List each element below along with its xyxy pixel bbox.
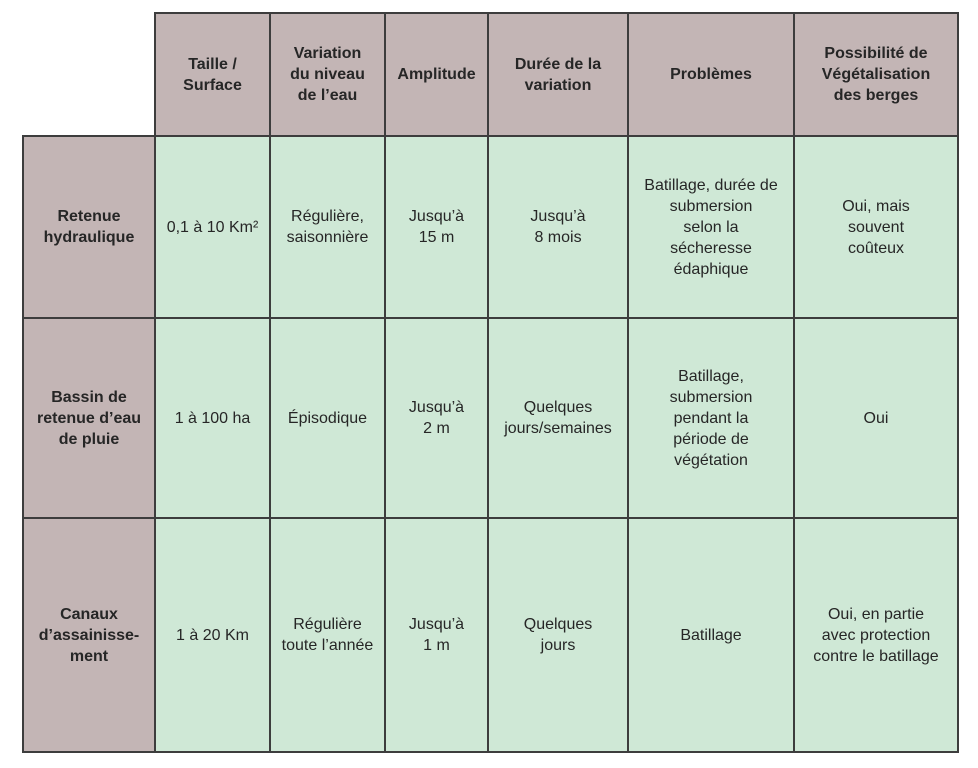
table-row (23, 318, 958, 518)
row-label-bassin-retenue: Bassin de retenue d’eau de pluie (23, 318, 155, 518)
header-problemes: Problèmes (628, 13, 794, 136)
cell-vegetalisation: Oui, mais souvent coûteux (794, 136, 958, 318)
header-duree-variation: Durée de la variation (488, 13, 628, 136)
cell-duree: Quelques jours/semaines (488, 318, 628, 518)
cell-vegetalisation: Oui (794, 318, 958, 518)
cell-duree: Quelques jours (488, 518, 628, 752)
header-row (23, 13, 958, 136)
cell-variation: Épisodique (270, 318, 385, 518)
row-label-retenue-hydraulique: Retenue hydraulique (23, 136, 155, 318)
table-row (23, 518, 958, 752)
cell-amplitude: Jusqu’à 15 m (385, 136, 488, 318)
corner-cell (23, 13, 155, 136)
cell-problemes: Batillage (628, 518, 794, 752)
cell-problemes: Batillage, submersion pendant la période de végétation (628, 318, 794, 518)
comparison-table (22, 12, 959, 753)
cell-problemes: Batillage, durée de submersion selon la sécheresse édaphique (628, 136, 794, 318)
cell-vegetalisation: Oui, en partie avec protection contre le batillage (794, 518, 958, 752)
header-taille-surface: Taille / Surface (155, 13, 270, 136)
cell-taille: 1 à 20 Km (155, 518, 270, 752)
cell-variation: Régulière toute l’année (270, 518, 385, 752)
cell-taille: 1 à 100 ha (155, 318, 270, 518)
header-variation-niveau: Variation du niveau de l’eau (270, 13, 385, 136)
row-label-canaux-assainissement: Canaux d’assainisse- ment (23, 518, 155, 752)
cell-amplitude: Jusqu’à 1 m (385, 518, 488, 752)
table-row (23, 136, 958, 318)
cell-variation: Régulière, saisonnière (270, 136, 385, 318)
header-vegetalisation: Possibilité de Végétalisation des berges (794, 13, 958, 136)
header-amplitude: Amplitude (385, 13, 488, 136)
cell-duree: Jusqu’à 8 mois (488, 136, 628, 318)
cell-amplitude: Jusqu’à 2 m (385, 318, 488, 518)
cell-taille: 0,1 à 10 Km² (155, 136, 270, 318)
